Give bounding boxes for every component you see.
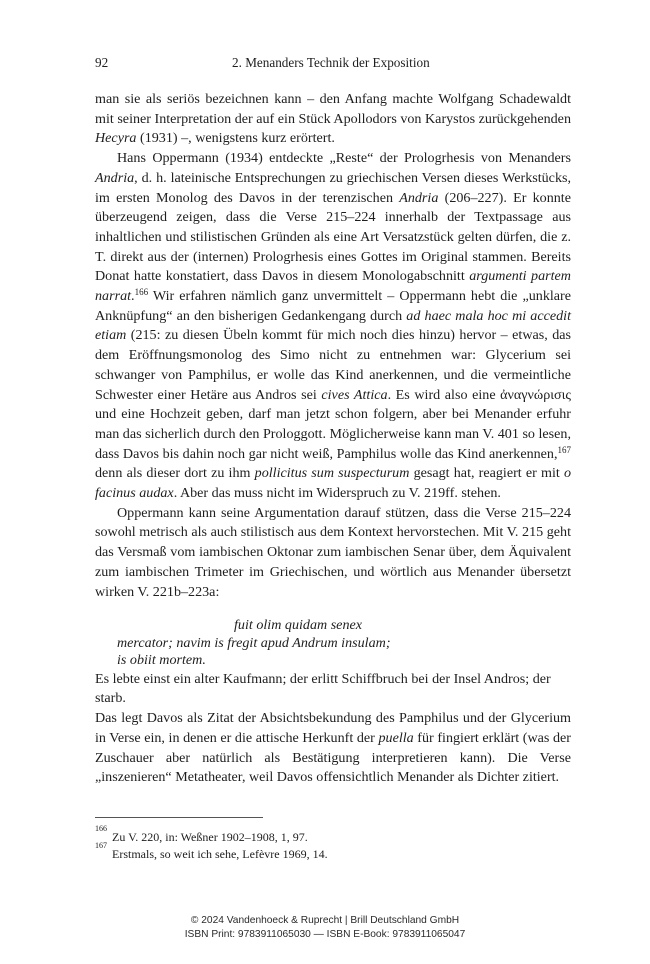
- verse-line: fuit olim quidam senex: [234, 617, 362, 634]
- publisher-footer: [0, 914, 650, 941]
- latin-verse-quote: [117, 617, 571, 670]
- verse-line: is obiit mortem.: [117, 652, 206, 669]
- footnote-ref-166[interactable]: 166: [134, 287, 149, 298]
- main-text: [95, 90, 571, 788]
- verse-line: mercator; navim is fregit apud Andrum insulam;: [117, 634, 391, 651]
- page-number: 92: [95, 55, 109, 70]
- footnote-number: 166: [95, 824, 107, 833]
- verse-translation: Es lebte einst ein alter Kaufmann; der erlitt Schiffbruch bei der Insel Andros; der starb.: [95, 670, 551, 707]
- paragraph-argumentation: Oppermann kann seine Argumentation darauf stützen, dass die Verse 215–224 sowohl metrisch als auch stilistisch aus dem Kontext hervorstechen. Mit V. 215 geht das Versmaß vom iambischen Oktonar zum iambischen Senar über, dem Äquivalent zum iambischen Trimeter im Griechischen, und wörtlich aus Menander übersetzt wirken V. 221b–223a:: [95, 504, 571, 600]
- footnote-divider: [95, 817, 263, 818]
- paragraph-continued: man sie als seriös bezeichnen kann – den Anfang machte Wolfgang Schadewaldt mit seiner Interpretation der auf ein Stück Apollodors von Karystos zurückgehenden Hecyra (1931) –, wenigstens kurz erörtert.: [95, 91, 571, 147]
- paragraph-oppermann: Hans Oppermann (1934) entdeckte „Reste“ der Prologrhesis von Menanders Andria, d. h. lateinische Entsprechungen zu griechischen Versen dieses Werkstücks, im ersten Monolog des Davos in der terenzischen Andria (206–227). Er konnte überzeugend zeigen, dass die Verse 215–224 innerhalb der Textpassage aus inhaltlichen und stilistischen Gründen als eine Art Versatzstück gelten dürfen, die z. T. direkt aus der (internen) Prologrhesis eines Gottes im Original stammen. Bereits Donat hatte konstatiert, dass Davos in diesem Monologabschnitt argumenti partem narrat.$^{166}$ Wir erfahren nämlich ganz unvermittelt – Oppermann hebt die „unklare Anknüpfung“ an den bisherigen Gedankengang durch ad haec mala hoc mi accedit etiam (215: zu diesen Übeln kommt für mich noch dies hinzu) hervor – etwas, das dem Eröffnungsmonolog des Simo nicht zu entnehmen war: Glycerium sei schwanger von Pamphilus, er wolle das Kind anerkennen, und die vermeintliche Schwester einer Hetäre aus Andros sei cives Attica. Es wird also eine ἀναγνώρισις und eine Hochzeit geben, darf man jetzt schon folgern, aber bei Menander erfuhr man das sicherlich durch den Prologgott. Möglicherweise kann man V. 401 so lesen, dass Davos bis dahin noch gar nicht weiß, Pamphilus wolle das Kind anerkennen,$^{167}$ denn als dieser dort zu ihm pollicitus sum suspecturum gesagt hat, reagiert er mit o facinus audax. Aber das muss nicht im Widerspruch zu V. 219ff. stehen.: [95, 150, 572, 502]
- running-title: 2. Menanders Technik der Exposition: [232, 55, 430, 70]
- footnote-text: Erstmals, so weit ich sehe, Lefèvre 1969, 14.: [112, 847, 328, 861]
- footnote-166: [95, 824, 571, 846]
- footnote-number: 167: [95, 841, 107, 850]
- footnote-text: Zu V. 220, in: Weßner 1902–1908, 1, 97.: [112, 830, 308, 844]
- footnotes: [95, 824, 571, 863]
- footnote-ref-167[interactable]: 167: [557, 444, 571, 455]
- paragraph-conclusion: Das legt Davos als Zitat der Absichtsbekundung des Pamphilus und der Glycerium in Verse ein, in denen er die attische Herkunft der puella für fingiert erklärt (was der Zuschauer aber natürlich als Bestätigung interpretieren kann). Die Verse „inszenieren“ Metatheater, weil Davos offensichtlich Menander als Dichter zitiert.: [95, 710, 572, 786]
- isbn-line: ISBN Print: 9783911065030 — ISBN E-Book: 9783911065047: [184, 928, 466, 940]
- footnote-167: [95, 841, 571, 863]
- running-header: [95, 55, 571, 75]
- copyright-line: © 2024 Vandenhoeck & Ruprecht | Brill Deutschland GmbH: [190, 915, 460, 926]
